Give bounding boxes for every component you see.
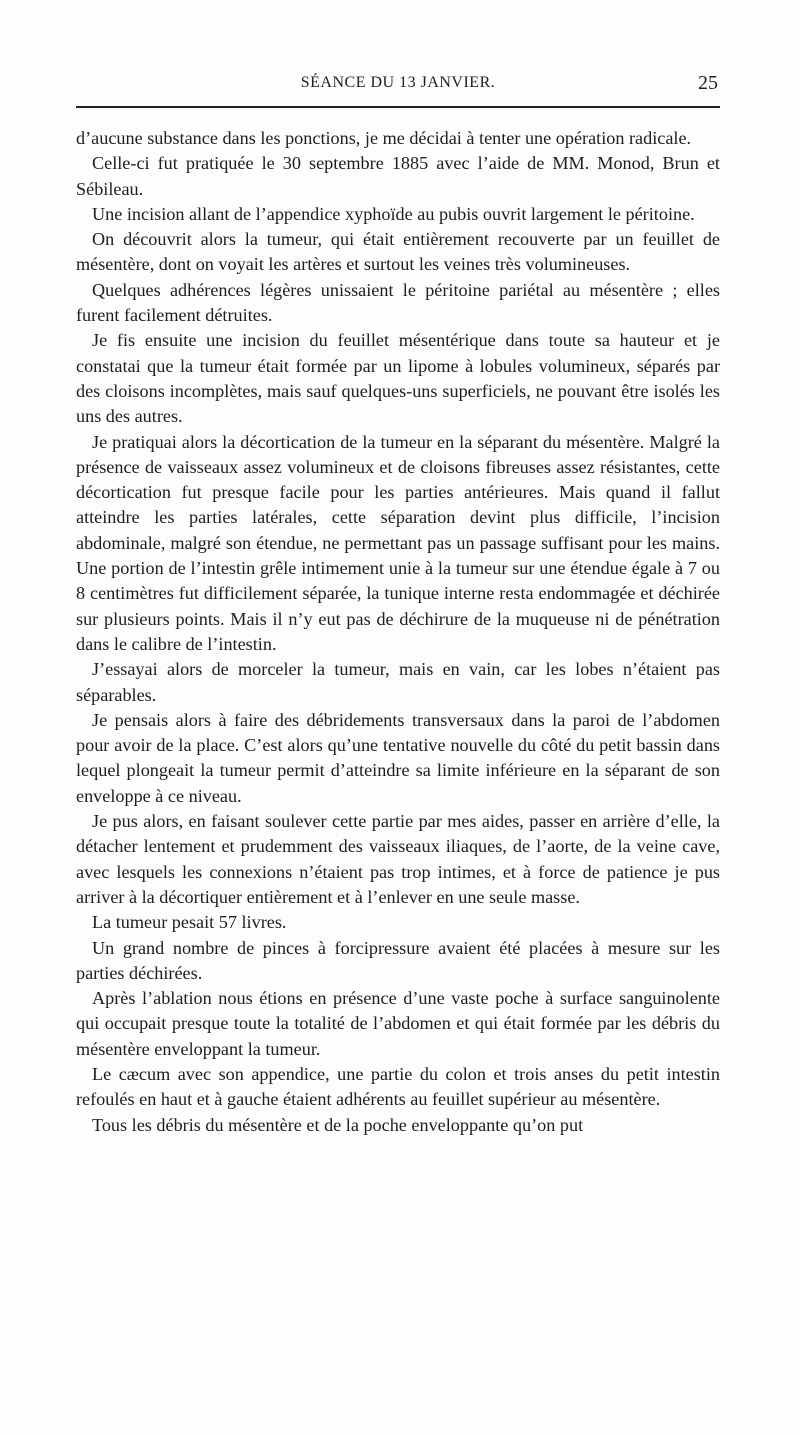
- paragraph: La tumeur pesait 57 livres.: [92, 912, 287, 933]
- page-number: 25: [698, 72, 718, 94]
- paragraph: Celle-ci fut pratiquée le 30 septembre 1885 avec l’aide de MM. Monod, Brun et Sébileau.: [76, 153, 720, 199]
- paragraph: Quelques adhérences légères unissaient le péritoine pariétal au mésentère ; elles furent facilement détruites.: [76, 279, 720, 326]
- running-head: [76, 74, 720, 98]
- paragraph: Je pratiquai alors la décortication de la tumeur en la séparant du mésentère. Malgré la présence de vaisseaux assez volumineux et de cloisons fibreuses assez résistantes, cette décortication fut presque facile pour les parties antérieures. Mais quand il fallut atteindre les parties latérales, cette séparation devint plus difficile, l’incision abdominale, malgré son étendue, ne permettant pas un passage suffisant pour les mains. Une portion de l’intestin grêle intimement unie à la tumeur sur une étendue égale à 7 ou 8 centimètres fut difficilement séparée, la tunique interne resta endommagée et déchirée sur plusieurs points. Mais il n’y eut pas de déchirure de la muqueuse ni de pénétration dans le calibre de l’intestin.: [76, 431, 720, 654]
- running-title: SÉANCE DU 13 JANVIER.: [300, 74, 496, 91]
- paragraph: J’essayai alors de morceler la tumeur, mais en vain, car les lobes n’étaient pas séparables.: [76, 659, 720, 705]
- paragraph: Après l’ablation nous étions en présence d’une vaste poche à surface sanguinolente qui occupait presque toute la totalité de l’abdomen et qui était formée par les débris du mésentère enveloppant la tumeur.: [76, 988, 720, 1059]
- paragraph: Une incision allant de l’appendice xyphoïde au pubis ouvrit largement le péritoine.: [92, 203, 695, 224]
- paragraph: Je pensais alors à faire des débridements transversaux dans la paroi de l’abdomen pour avoir de la place. C’est alors qu’une tentative nouvelle du côté du petit bassin dans lequel plongeait la tumeur permit d’atteindre sa limite inférieure en la séparant de son enveloppe à ce niveau.: [76, 709, 720, 806]
- paragraph: Tous les débris du mésentère et de la poche enveloppante qu’on put: [92, 1114, 584, 1135]
- paragraph: Je fis ensuite une incision du feuillet mésentérique dans toute sa hauteur et je constatai que la tumeur était formée par un lipome à lobules volumineux, séparés par des cloisons incomplètes, mais sauf quelques-uns superficiels, ne pouvant être isolés les uns des autres.: [76, 330, 720, 427]
- paragraph: Le cæcum avec son appendice, une partie du colon et trois anses du petit intestin refoulés en haut et à gauche étaient adhérents au feuillet supérieur au mésentère.: [76, 1063, 720, 1110]
- header-rule: [76, 106, 720, 108]
- paragraph: On découvrit alors la tumeur, qui était entièrement recouverte par un feuillet de mésentère, dont on voyait les artères et surtout les veines très volumineuses.: [76, 229, 720, 275]
- body-text: [76, 126, 720, 1138]
- paragraph: Un grand nombre de pinces à forcipressure avaient été placées à mesure sur les parties déchirées.: [76, 937, 720, 983]
- paragraph: Je pus alors, en faisant soulever cette partie par mes aides, passer en arrière d’elle, la détacher lentement et prudemment des vaisseaux iliaques, de l’aorte, de la veine cave, avec lesquels les connexions n’étaient pas trop intimes, et à force de patience je pus arriver à la décortiquer entièrement et à l’enlever en une seule masse.: [76, 811, 720, 907]
- paragraph: d’aucune substance dans les ponctions, je me décidai à tenter une opération radicale.: [76, 128, 692, 148]
